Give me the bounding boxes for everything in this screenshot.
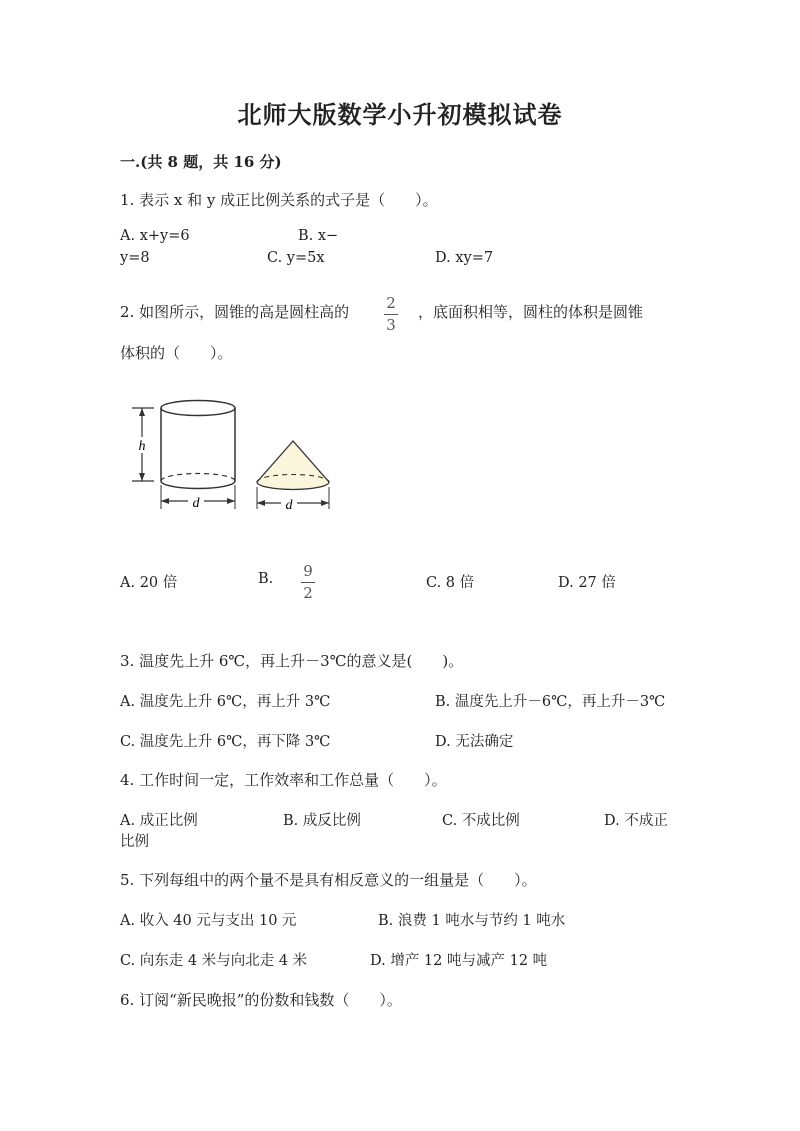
question-5-option-b: B. 浪费 1 吨水与节约 1 吨水 (378, 913, 566, 929)
question-4-option-d-wrap: 比例 (120, 834, 149, 850)
question-2-stem-part1: 2. 如图所示，圆锥的高是圆柱高的 (120, 303, 350, 321)
cylinder-shape (161, 401, 235, 512)
question-4-option-d: D. 不成正 (604, 813, 668, 829)
question-5-option-d: D. 增产 12 吨与减产 12 吨 (370, 953, 548, 969)
question-4-option-c: C. 不成比例 (442, 813, 520, 829)
question-4-option-a: A. 成正比例 (120, 813, 198, 829)
question-1-option-d: D. xy=7 (435, 250, 494, 266)
question-3-option-b: B. 温度先上升－6℃，再上升－3℃ (435, 694, 666, 710)
fraction-denominator: 3 (386, 316, 396, 334)
question-3-option-c: C. 温度先上升 6℃，再下降 3℃ (120, 734, 331, 750)
fraction-bar (301, 582, 315, 583)
cylinder-cone-figure (125, 395, 345, 520)
fraction-numerator: 9 (303, 562, 313, 580)
cylinder-diameter-label: d (192, 496, 200, 511)
question-5-stem: 5. 下列每组中的两个量不是具有相反意义的一组量是（ ）。 (120, 871, 537, 889)
fraction-bar (384, 314, 398, 315)
question-1-stem: 1. 表示 x 和 y 成正比例关系的式子是（ ）。 (120, 191, 438, 209)
cone-shape (257, 441, 329, 513)
question-2-stem-part2: ，底面积相等，圆柱的体积是圆锥 (418, 303, 644, 321)
question-5-option-a: A. 收入 40 元与支出 10 元 (120, 913, 297, 929)
fraction-denominator: 2 (303, 584, 313, 602)
question-4-stem: 4. 工作时间一定，工作效率和工作总量（ ）。 (120, 771, 447, 789)
question-2-stem-part3: 体积的（ ）。 (120, 344, 233, 362)
cone-diameter-label: d (285, 498, 293, 513)
question-3-stem: 3. 温度先上升 6℃，再上升－3℃的意义是( )。 (120, 652, 464, 670)
section-heading: 一.(共 8 题，共 16 分) (120, 153, 282, 171)
height-marker (132, 408, 154, 481)
question-1-option-b: B. x− (298, 228, 339, 244)
question-2-option-c: C. 8 倍 (426, 575, 475, 591)
question-3-option-a: A. 温度先上升 6℃，再上升 3℃ (120, 694, 331, 710)
question-2-option-a: A. 20 倍 (120, 575, 178, 591)
question-2-fraction (384, 296, 398, 333)
page-title: 北师大版数学小升初模拟试卷 (237, 100, 563, 129)
question-2-option-b-fraction (301, 564, 315, 601)
question-3-option-d: D. 无法确定 (435, 734, 514, 750)
question-4-option-b: B. 成反比例 (283, 813, 361, 829)
question-6-stem: 6. 订阅“新民晚报”的份数和钱数（ ）。 (120, 991, 402, 1009)
question-2-option-b: B. (258, 571, 274, 587)
fraction-numerator: 2 (386, 294, 396, 312)
height-label: h (138, 439, 146, 454)
question-2-option-d: D. 27 倍 (558, 575, 616, 591)
question-5-option-c: C. 向东走 4 米与向北走 4 米 (120, 953, 308, 969)
question-1-option-b-wrap: y=8 (120, 250, 150, 266)
question-1-option-c: C. y=5x (267, 250, 325, 266)
question-1-option-a: A. x+y=6 (120, 228, 190, 244)
